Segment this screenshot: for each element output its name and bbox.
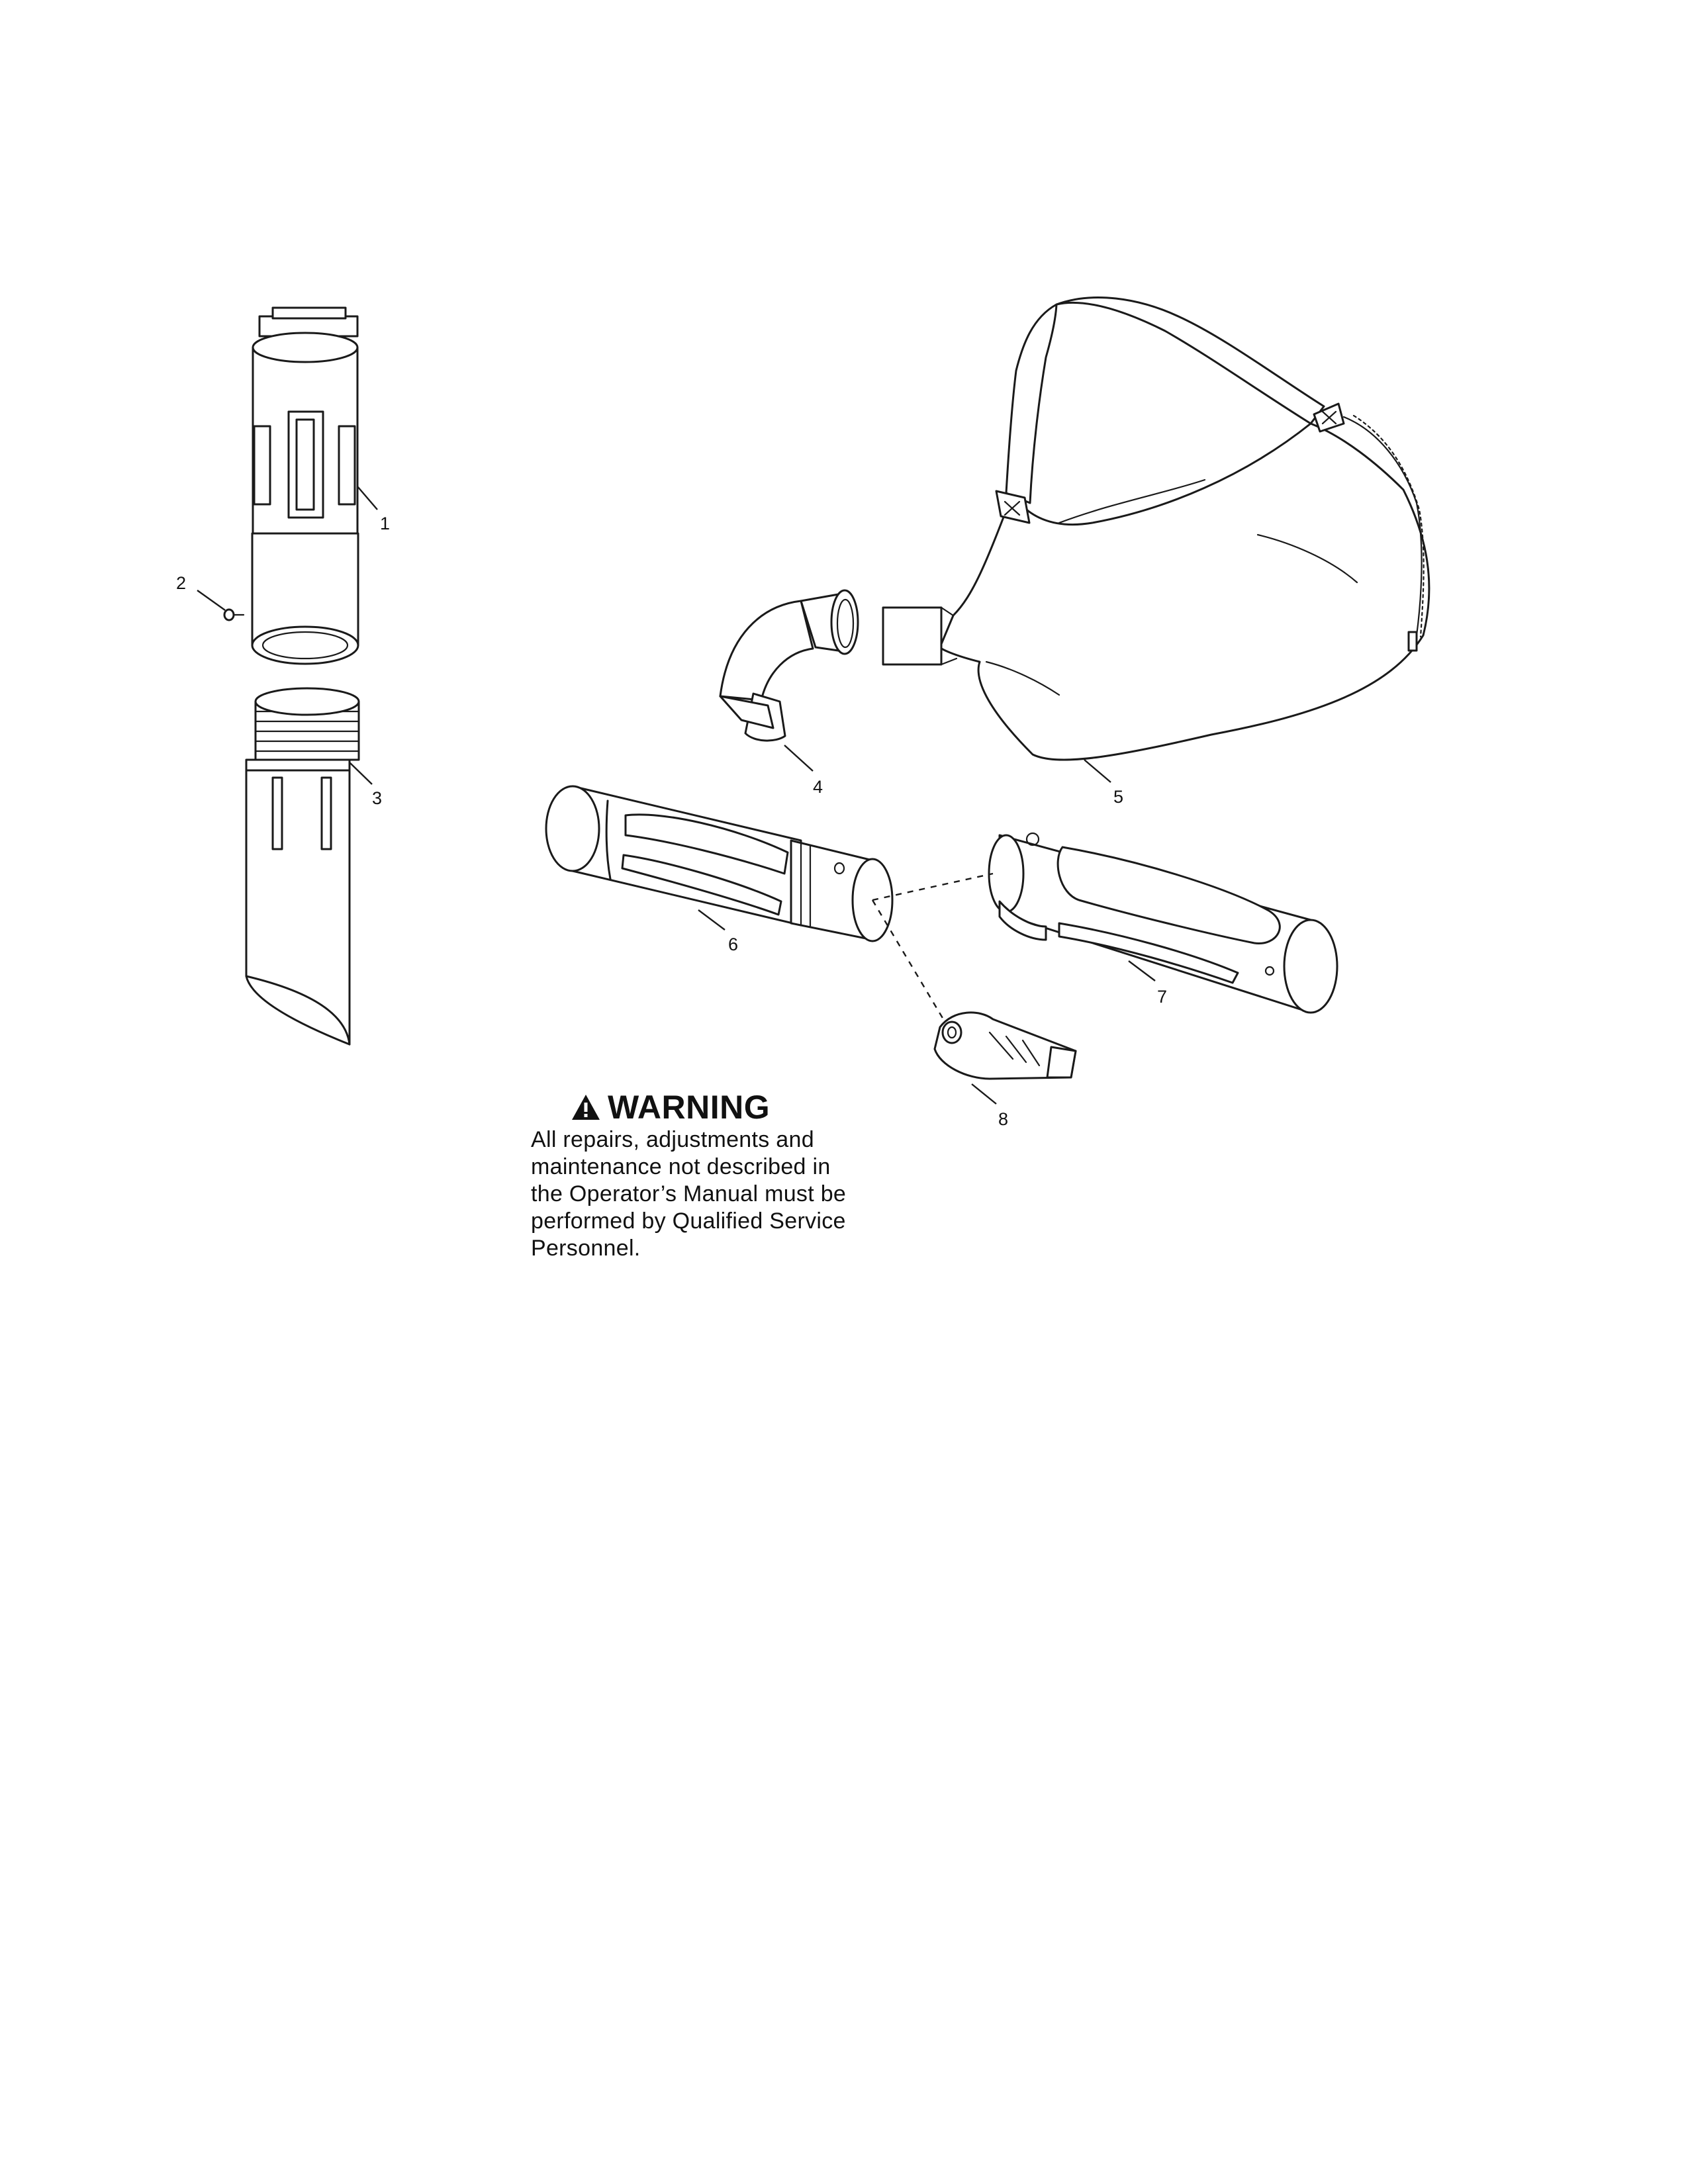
part-2-screw [224, 610, 244, 620]
warning-line: maintenance not described in [531, 1154, 831, 1179]
leader-3 [350, 762, 372, 784]
leader-2 [197, 590, 225, 610]
callout-4: 4 [813, 777, 823, 797]
part-4-elbow-tube [720, 590, 858, 741]
callout-7: 7 [1157, 987, 1168, 1007]
leader-6 [698, 910, 725, 930]
callout-2: 2 [176, 573, 187, 593]
callout-8: 8 [998, 1109, 1009, 1129]
part-7-blower-tube [989, 833, 1337, 1013]
part-6-coupling-tube [546, 786, 892, 941]
leader-7 [1129, 961, 1155, 981]
warning-line: All repairs, adjustments and [531, 1127, 814, 1152]
warning-box [531, 1091, 902, 1262]
warning-line: Personnel. [531, 1236, 641, 1261]
leader-1 [357, 486, 377, 510]
callout-6: 6 [728, 934, 739, 954]
part-5-vacuum-bag [883, 298, 1429, 760]
leader-5 [1084, 760, 1111, 782]
warning-heading [571, 1091, 902, 1124]
part-8-concentrator-nozzle [935, 1013, 1076, 1079]
warning-triangle-icon [571, 1093, 601, 1121]
warning-text [531, 1126, 902, 1262]
callout-3: 3 [372, 788, 383, 808]
warning-title: WARNING [608, 1089, 771, 1126]
leader-8 [972, 1084, 996, 1104]
leader-4 [784, 745, 813, 771]
callout-5: 5 [1113, 787, 1124, 807]
callout-1: 1 [380, 514, 391, 533]
warning-line: performed by Qualified Service [531, 1208, 846, 1234]
warning-line: the Operator’s Manual must be [531, 1181, 847, 1206]
part-1-upper-tube [252, 308, 358, 664]
part-3-lower-tube [246, 688, 359, 1044]
